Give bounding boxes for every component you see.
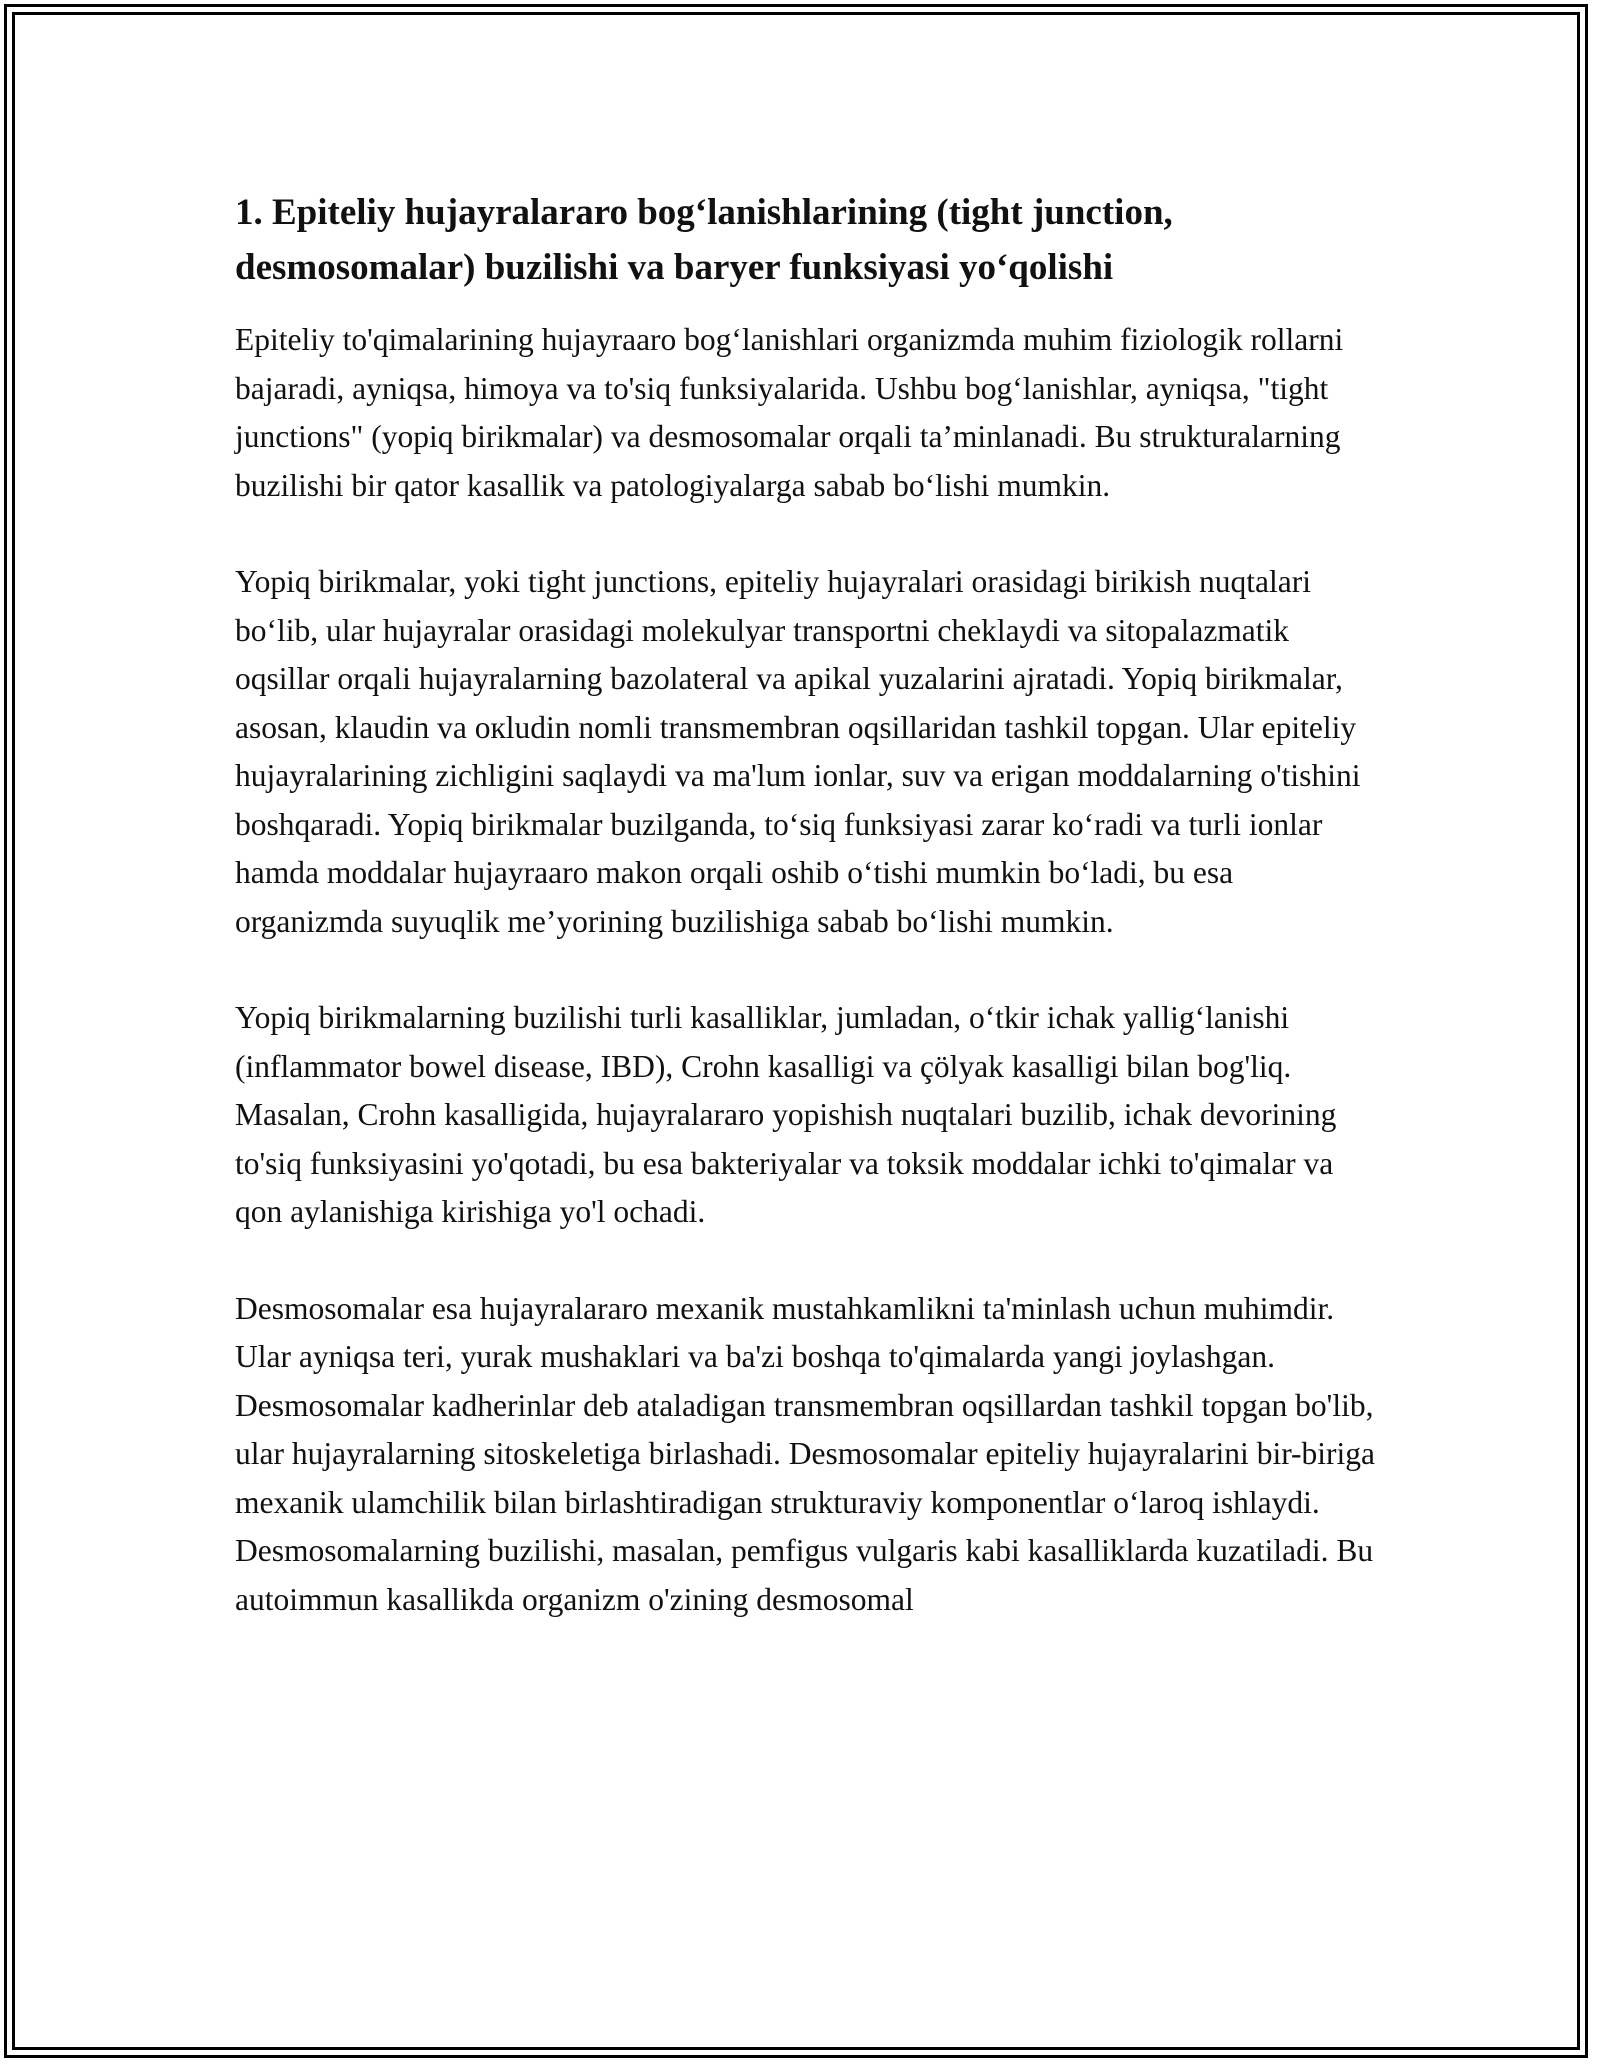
paragraph-tight-junctions: Yopiq birikmalar, yoki tight junctions, epiteliy hujayralari orasidagi birikish nuqtalari bo‘lib, ular hujayralar orasidagi molekulyar transportni cheklaydi va sitopalazmatik oqsillar orqali hujayralarning bazolateral va apikal yuzalarini ajratadi. Yopiq birikmalar, asosan, klaudin va окludin nomli transmembran oqsillaridan tashkil topgan. Ular epiteliy hujayralarining zichligini saqlaydi va ma'lum ionlar, suv va erigan moddalarning o'tishini boshqaradi. Yopiq birikmalar buzilganda, to‘siq funksiyasi zarar ko‘radi va turli ionlar hamda moddalar hujayraaro makon orqali oshib o‘tishi mumkin bo‘ladi, bu esa organizmda suyuqlik me’yorining buzilishiga sabab bo‘lishi mumkin. <box>235 564 1361 939</box>
document-body <box>235 185 1375 1672</box>
paragraph-intro: Epiteliy to'qimalarining hujayraaro bog‘lanishlari organizmda muhim fiziologik rollarni bajaradi, ayniqsa, himoya va to'siq funksiyalarida. Ushbu bog‘lanishlar, ayniqsa, "tight junctions" (yopiq birikmalar) va desmosomalar orqali ta’minlanadi. Bu strukturalarning buzilishi bir qator kasallik va patologiyalarga sabab bo‘lishi mumkin. <box>235 322 1344 503</box>
paragraph-desmosomes: Desmosomalar esa hujayralararo mexanik mustahkamlikni ta'minlash uchun muhimdir. Ular ayniqsa teri, yurak mushaklari va ba'zi boshqa to'qimalarda yangi joylashgan. Desmosomalar kadherinlar deb ataladigan transmembran oqsillardan tashkil topgan bo'lib, ular hujayralarning sitoskeletiga birlashadi. Desmosomalar epiteliy hujayralarini bir-biriga mexanik ulamchilik bilan birlashtiradigan strukturaviy komponentlar o‘laroq ishlaydi. Desmosomalarning buzilishi, masalan, pemfigus vulgaris kabi kasalliklarda kuzatiladi. Bu autoimmun kasallikda organizm o'zining desmosomal <box>235 1290 1376 1617</box>
paragraph-diseases: Yopiq birikmalarning buzilishi turli kasalliklar, jumladan, o‘tkir ichak yallig‘lanishi (inflammator bowel disease, IBD), Crohn kasalligi va çölyak kasalligi bilan bog'liq. Masalan, Crohn kasalligida, hujayralararo yopishish nuqtalari buzilib, ichak devorining to'siq funksiyasini yo'qotadi, bu esa bakteriyalar va toksik moddalar ichki to'qimalar va qon aylanishiga kirishiga yo'l ochadi. <box>235 1000 1337 1229</box>
section-heading: 1. Epiteliy hujayralararo bog‘lanishlarining (tight junction, desmosomalar) buzilishi va baryer funksiyasi yo‘qolishi <box>235 192 1173 288</box>
